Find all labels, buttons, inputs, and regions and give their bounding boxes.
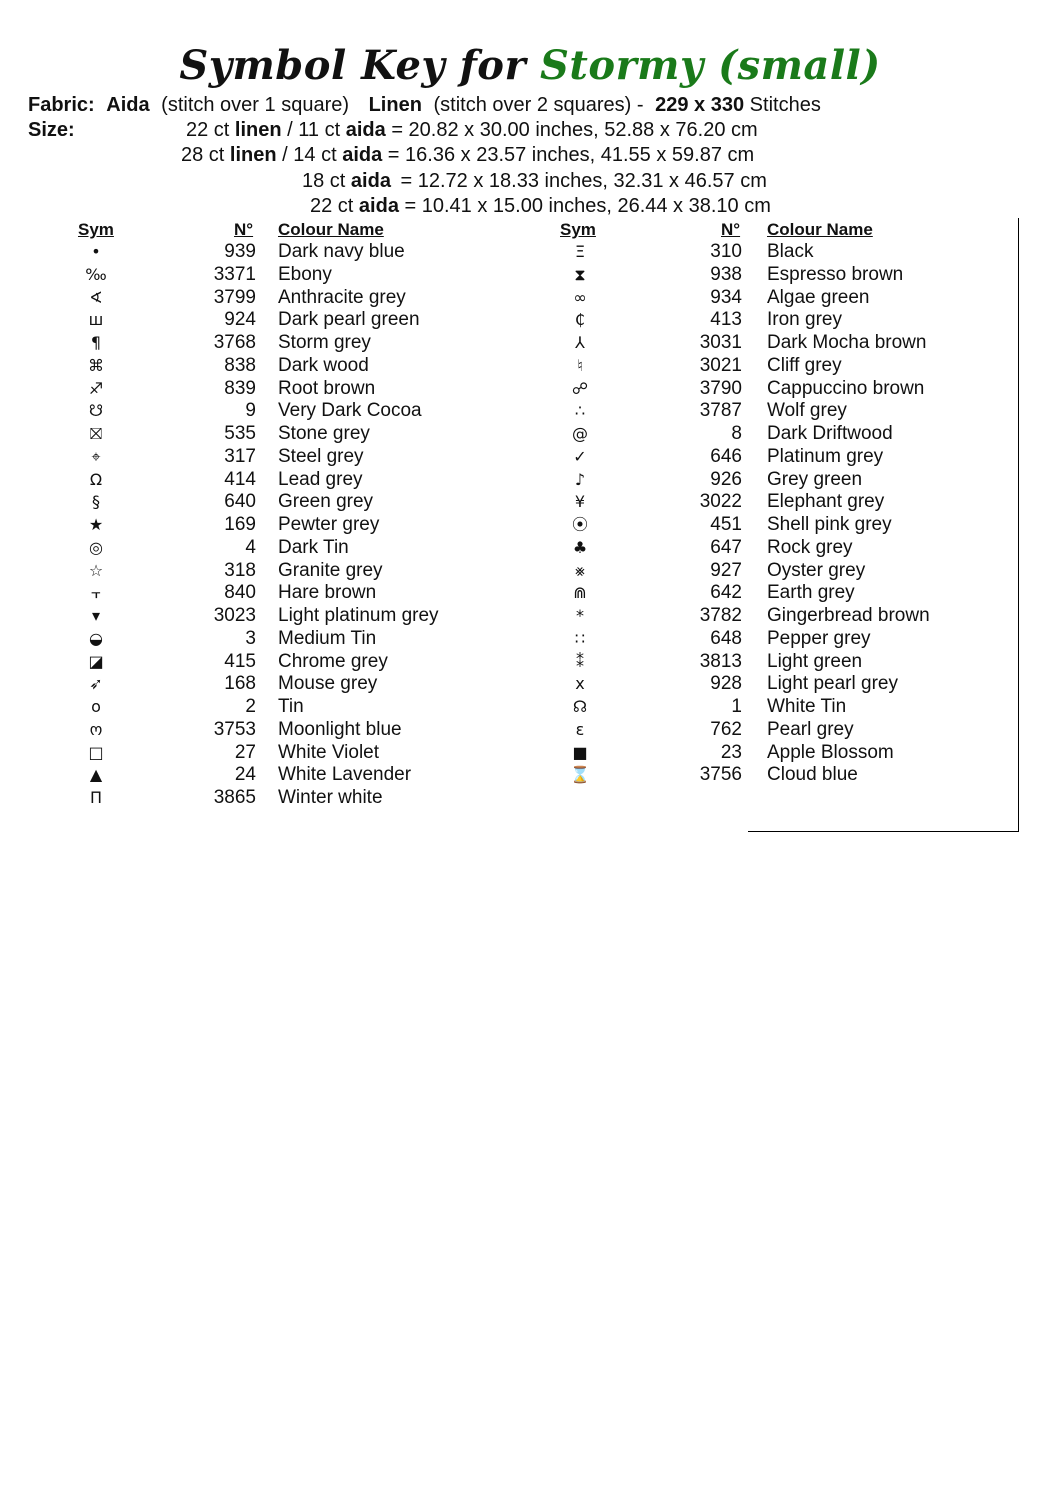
- table-right-border: [1018, 218, 1019, 832]
- thread-number: 3865: [213, 787, 256, 808]
- thread-number: 642: [710, 582, 742, 604]
- header-colour-name: Colour Name: [767, 220, 873, 239]
- header-number: N°: [234, 220, 254, 239]
- table-row: [0, 377, 1060, 400]
- pattern-name: Stormy (small): [540, 42, 881, 89]
- colour-name: Very Dark Cocoa: [278, 400, 422, 422]
- fabric-line: [28, 93, 821, 118]
- thread-number: 3021: [699, 354, 742, 376]
- stitch-symbol: ◎: [89, 537, 103, 557]
- thread-number: 926: [710, 468, 742, 490]
- thread-number: 9: [245, 400, 256, 422]
- size-separator: / 14 ct: [282, 144, 337, 166]
- thread-number: 413: [710, 309, 742, 331]
- stitch-symbol: •: [91, 242, 101, 261]
- colour-name: Rock grey: [767, 536, 853, 558]
- stitch-symbol: ■: [572, 742, 588, 762]
- thread-number: 3768: [213, 332, 256, 353]
- colour-name: Dark pearl green: [278, 309, 420, 331]
- colour-name: White Lavender: [278, 764, 412, 786]
- size-dimensions: = 20.82 x 30.00 inches, 52.88 x 76.20 cm: [391, 119, 758, 141]
- title-prefix: Symbol Key for: [179, 42, 527, 89]
- size-fabric: aida: [350, 170, 391, 192]
- thread-number: 169: [224, 514, 256, 535]
- stitch-symbol: ♐: [88, 378, 104, 398]
- stitch-symbol: ◪: [88, 651, 104, 671]
- stitch-symbol: ⋒: [573, 583, 587, 603]
- stitch-symbol: ⦿: [571, 515, 588, 534]
- thread-number: 415: [224, 650, 256, 672]
- colour-name: Cappuccino brown: [767, 377, 925, 399]
- colour-name: Anthracite grey: [278, 286, 406, 308]
- thread-number: 27: [234, 741, 256, 763]
- thread-number: 3371: [213, 263, 256, 285]
- stitch-symbol: ш: [88, 310, 104, 330]
- stitch-symbol: ♣: [572, 537, 588, 557]
- table-row: [0, 763, 1060, 786]
- thread-number: 535: [224, 423, 256, 444]
- size-line: [310, 194, 771, 219]
- stitch-symbol: ▲: [89, 765, 103, 785]
- stitch-symbol: ∞: [573, 287, 587, 307]
- stitch-symbol: ☋: [88, 401, 104, 421]
- thread-number: 2: [245, 696, 256, 717]
- thread-number: 451: [710, 514, 742, 535]
- table-row: [0, 536, 1060, 559]
- colour-name: Grey green: [767, 468, 863, 490]
- colour-name: Chrome grey: [278, 650, 388, 672]
- size-label: Size:: [28, 119, 75, 141]
- stitch-symbol: ¶: [90, 333, 102, 352]
- thread-number: 839: [224, 377, 256, 399]
- thread-number: 3790: [699, 377, 742, 399]
- thread-number: 3022: [699, 491, 742, 513]
- stitch-symbol: ∴: [574, 401, 586, 421]
- size-separator: / 11 ct: [287, 119, 341, 141]
- thread-number: 8: [731, 423, 742, 444]
- thread-number: 927: [710, 559, 742, 581]
- thread-number: 647: [710, 536, 742, 558]
- colour-name: Pearl grey: [767, 718, 854, 740]
- thread-number: 4: [245, 536, 256, 558]
- thread-number: 838: [224, 354, 256, 376]
- thread-number: 762: [710, 718, 742, 740]
- stitch-symbol: o: [91, 697, 101, 716]
- table-row: [0, 490, 1060, 513]
- thread-number: 1: [731, 696, 742, 717]
- size-count: 22 ct: [310, 195, 354, 217]
- colour-name: Cloud blue: [767, 764, 858, 786]
- size-fabric: aida: [345, 119, 386, 141]
- size-dimensions: = 10.41 x 15.00 inches, 26.44 x 38.10 cm: [404, 195, 771, 217]
- colour-name: Light platinum grey: [278, 605, 439, 626]
- colour-name: Moonlight blue: [278, 718, 402, 740]
- size-count: 18 ct: [302, 170, 346, 192]
- fabric-aida: Aida: [106, 94, 150, 116]
- colour-name: Espresso brown: [767, 263, 904, 285]
- header-sym: Sym: [560, 220, 596, 239]
- size-fabric: linen: [229, 144, 277, 166]
- colour-name: White Violet: [278, 741, 380, 763]
- thread-number: 317: [224, 445, 256, 467]
- stitch-symbol: ➶: [89, 674, 103, 694]
- table-row: [0, 559, 1060, 582]
- thread-number: 3756: [699, 764, 742, 786]
- colour-name: Earth grey: [767, 582, 855, 604]
- table-row: [0, 650, 1060, 673]
- fabric-linen-note: (stitch over 2 squares) -: [433, 94, 644, 116]
- table-row: [0, 331, 1060, 354]
- thread-number: 3753: [213, 718, 256, 740]
- colour-name: Hare brown: [278, 582, 377, 604]
- thread-number: 168: [224, 673, 256, 695]
- stitch-symbol: §: [92, 492, 100, 512]
- stitch-symbol: ⧗: [574, 264, 586, 284]
- thread-number: 318: [224, 559, 256, 581]
- colour-name: Mouse grey: [278, 673, 378, 695]
- colour-name: Light pearl grey: [767, 673, 898, 695]
- thread-number: 3813: [699, 650, 742, 672]
- header-number: N°: [721, 220, 741, 239]
- stitch-symbol: ‰: [85, 264, 107, 284]
- table-row: [0, 263, 1060, 286]
- thread-number: 646: [710, 445, 742, 467]
- fabric-aida-note: (stitch over 1 square): [161, 94, 350, 116]
- thread-number: 640: [224, 491, 256, 513]
- stitch-symbol: ⛝: [89, 424, 103, 443]
- colour-name: Ebony: [278, 263, 332, 285]
- colour-name: Algae green: [767, 286, 870, 308]
- thread-number: 3799: [213, 286, 256, 308]
- stitch-symbol: ☆: [88, 560, 104, 580]
- size-line: [186, 118, 758, 143]
- size-fabric: linen: [234, 119, 282, 141]
- colour-name: Winter white: [278, 787, 383, 808]
- stitch-symbol: ✓: [573, 446, 587, 466]
- colour-name: Dark Driftwood: [767, 423, 893, 444]
- table-row: [0, 240, 1060, 263]
- table-row: [0, 513, 1060, 536]
- table-row: [0, 672, 1060, 695]
- thread-number: 3787: [699, 400, 742, 422]
- colour-name: Green grey: [278, 491, 374, 513]
- stitch-symbol: ⨳: [575, 560, 585, 580]
- table-row: [0, 308, 1060, 331]
- colour-name: Storm grey: [278, 332, 371, 353]
- stitches-word: Stitches: [749, 94, 821, 116]
- stitch-symbol: *: [576, 606, 584, 625]
- size-dimensions: = 12.72 x 18.33 inches, 32.31 x 46.57 cm: [400, 170, 767, 192]
- stitch-symbol: ☊: [572, 697, 588, 716]
- stitch-symbol: ⌖: [91, 446, 101, 466]
- stitch-symbol: Π: [89, 788, 103, 807]
- colour-name: Dark navy blue: [278, 241, 405, 262]
- size-dimensions: = 16.36 x 23.57 inches, 41.55 x 59.87 cm: [387, 144, 755, 166]
- header-colour-name: Colour Name: [278, 220, 384, 239]
- thread-number: 3031: [699, 332, 742, 353]
- colour-name: Cliff grey: [767, 354, 842, 376]
- size-count: 22 ct: [186, 119, 230, 141]
- thread-number: 3782: [699, 605, 742, 626]
- colour-name: Shell pink grey: [767, 514, 892, 535]
- colour-name: Oyster grey: [767, 559, 866, 581]
- stitch-symbol: ☍: [571, 378, 589, 398]
- colour-name: Steel grey: [278, 445, 364, 467]
- page-title: [0, 42, 1060, 89]
- size-line: [181, 143, 754, 168]
- table-row: [0, 741, 1060, 764]
- table-row: [0, 468, 1060, 491]
- stitch-symbol: Ξ: [574, 242, 586, 261]
- table-row: [0, 718, 1060, 741]
- thread-number: 23: [720, 741, 742, 763]
- thread-number: 939: [224, 241, 256, 262]
- table-row: [0, 604, 1060, 627]
- thread-number: 24: [234, 764, 256, 786]
- fabric-linen: Linen: [368, 94, 422, 116]
- size-line: [302, 169, 767, 194]
- stitch-symbol: ♮: [577, 355, 583, 375]
- table-row: [0, 286, 1060, 309]
- table-row: [0, 445, 1060, 468]
- thread-number: 928: [710, 673, 742, 695]
- stitch-symbol: ¥: [574, 492, 586, 512]
- stitch-symbol: ◒: [89, 628, 103, 648]
- colour-name: Granite grey: [278, 559, 383, 581]
- stitch-symbol: ε: [575, 719, 585, 739]
- thread-number: 3: [245, 627, 256, 649]
- header-sym: Sym: [78, 220, 114, 239]
- stitch-symbol: ₵: [574, 310, 586, 330]
- colour-name: Platinum grey: [767, 445, 884, 467]
- table-row: [0, 786, 1060, 809]
- stitch-symbol: ⁑: [576, 651, 584, 671]
- table-row: [0, 422, 1060, 445]
- colour-name: Black: [767, 241, 814, 262]
- thread-number: 938: [710, 263, 742, 285]
- colour-name: Iron grey: [767, 309, 842, 331]
- colour-name: Light green: [767, 650, 863, 672]
- colour-name: Gingerbread brown: [767, 605, 930, 626]
- stitch-symbol: ♪: [574, 469, 586, 489]
- stitch-symbol: @: [572, 424, 588, 443]
- table-row: [0, 695, 1060, 718]
- thread-number: 840: [224, 582, 256, 604]
- stitch-symbol: ★: [88, 515, 104, 534]
- table-bottom-border: [748, 831, 1019, 832]
- table-row: [0, 627, 1060, 650]
- size-fabric: aida: [342, 144, 383, 166]
- stitch-symbol: ∢: [89, 287, 103, 307]
- colour-name: Dark Tin: [278, 536, 349, 558]
- stitch-symbol: ⌛: [570, 765, 590, 785]
- colour-name: Pepper grey: [767, 627, 871, 649]
- thread-number: 3023: [213, 605, 256, 626]
- stitch-symbol: ⫟: [91, 583, 101, 603]
- colour-name: Medium Tin: [278, 627, 377, 649]
- fabric-label: Fabric:: [28, 94, 95, 116]
- thread-number: 924: [224, 309, 256, 331]
- stitch-symbol: x: [575, 674, 585, 694]
- table-row: [0, 581, 1060, 604]
- table-row: [0, 399, 1060, 422]
- thread-number: 934: [710, 286, 742, 308]
- colour-name: Wolf grey: [767, 400, 847, 422]
- table-row: [0, 354, 1060, 377]
- stitch-symbol: ო: [89, 719, 103, 739]
- thread-number: 310: [710, 241, 742, 262]
- colour-name: Dark wood: [278, 354, 369, 376]
- colour-name: Elephant grey: [767, 491, 885, 513]
- colour-name: Lead grey: [278, 468, 363, 490]
- colour-name: Dark Mocha brown: [767, 332, 927, 353]
- stitch-symbol: ▾: [91, 606, 101, 625]
- stitch-symbol: Ω: [89, 469, 103, 489]
- thread-number: 648: [710, 627, 742, 649]
- stitch-symbol: ∷: [574, 628, 586, 648]
- colour-name: Tin: [278, 696, 304, 717]
- size-fabric: aida: [358, 195, 399, 217]
- colour-name: Stone grey: [278, 423, 370, 444]
- stitch-symbol: ⌘: [88, 355, 104, 375]
- stitch-symbol: □: [88, 742, 104, 762]
- size-count: 28 ct: [181, 144, 225, 166]
- colour-name: Root brown: [278, 377, 376, 399]
- colour-name: Apple Blossom: [767, 741, 894, 763]
- stitch-count: 229 x 330: [655, 94, 745, 116]
- colour-name: White Tin: [767, 696, 847, 717]
- thread-number: 414: [224, 468, 256, 490]
- stitch-symbol: ⅄: [575, 333, 585, 352]
- colour-name: Pewter grey: [278, 514, 380, 535]
